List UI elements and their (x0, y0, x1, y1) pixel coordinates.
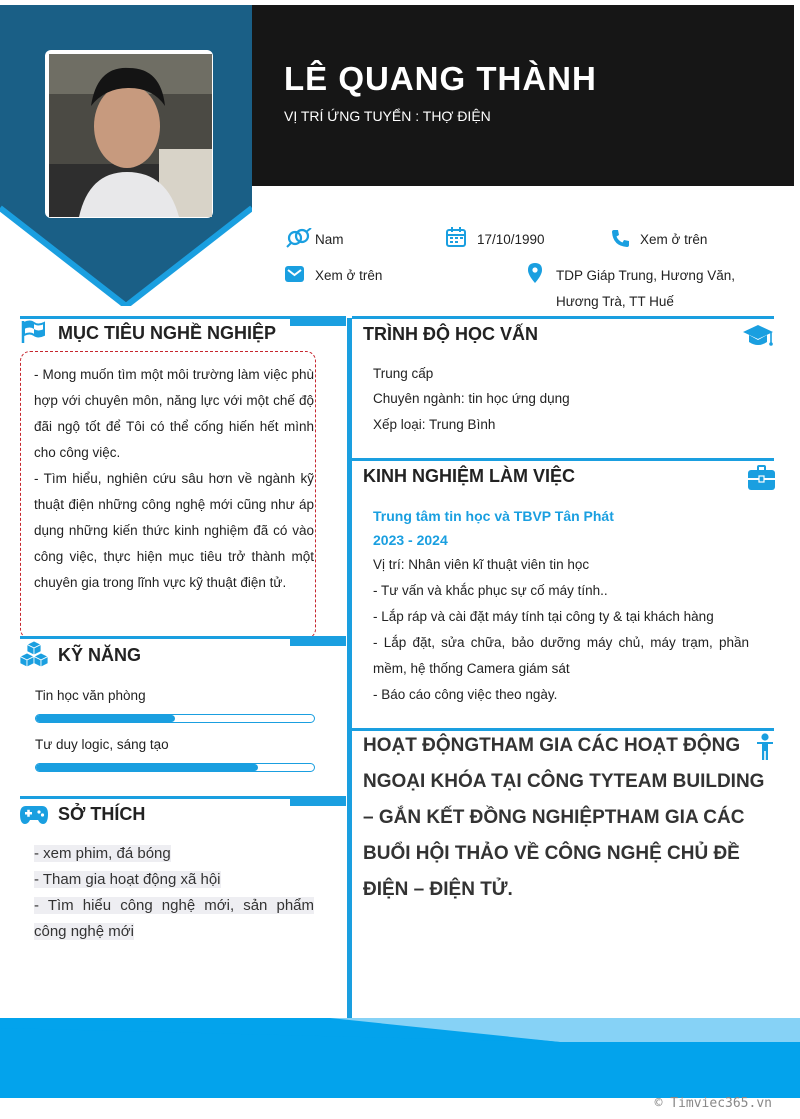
education-major: Chuyên ngành: tin học ứng dụng (373, 391, 570, 406)
hobby-item (34, 841, 314, 867)
hobby-text: - Tham gia hoạt động xã hội (34, 871, 221, 888)
hobbies-list (34, 841, 314, 945)
phone-icon (611, 228, 631, 248)
activity-line: – GẮN KẾT ĐỒNG NGHIỆPTHAM GIA CÁC (363, 807, 745, 828)
hobby-text: - xem phim, đá bóng (34, 845, 171, 862)
calendar-icon (446, 227, 466, 247)
experience-bar (352, 458, 774, 461)
objective-title: MỤC TIÊU NGHỀ NGHIỆP (58, 323, 277, 343)
activity-line: HOẠT ĐỘNGTHAM GIA CÁC HOẠT ĐỘNG (363, 735, 741, 756)
hobbies-bar-accent (290, 799, 346, 806)
education-title: TRÌNH ĐỘ HỌC VẤN (363, 324, 538, 344)
job-duty: - Lắp đặt, sửa chữa, bảo dưỡng máy chủ, máy trạm, phần (373, 635, 749, 650)
avatar (49, 54, 212, 217)
experience-title: KINH NGHIỆM LÀM VIỆC (363, 466, 576, 486)
flag-icon (20, 320, 46, 344)
objective-paragraph-1: - Mong muốn tìm một môi trường làm việc phù hợp với chuyên môn, năng lực với một chế độ đãi ngộ tốt để Tôi có thể cống hiến hết mình cho công việc. (34, 367, 314, 460)
candidate-name: LÊ QUANG THÀNH (284, 60, 597, 97)
cubes-icon (20, 641, 48, 667)
column-divider (347, 318, 352, 1028)
job-duty: - Lắp ráp và cài đặt máy tính tại công ty & tại khách hàng (373, 609, 714, 624)
gender-icon (286, 228, 312, 248)
skills-bar-accent (290, 639, 346, 646)
email-icon (285, 264, 305, 284)
email-value: Xem ở trên (315, 268, 383, 283)
skill-bar (35, 763, 315, 772)
job-role: Vị trí: Nhân viên kĩ thuật viên tin học (373, 557, 590, 572)
job-duty: mềm, hệ thống Camera giám sát (373, 661, 570, 676)
activities-text (363, 728, 773, 908)
birthday-value: 17/10/1990 (477, 232, 545, 247)
location-pin-icon (525, 263, 545, 283)
hobbies-title: SỞ THÍCH (58, 804, 146, 824)
objective-text (34, 362, 314, 596)
job-duty: - Báo cáo công việc theo ngày. (373, 687, 558, 702)
applied-position: VỊ TRÍ ỨNG TUYỂN : THỢ ĐIỆN (284, 108, 491, 124)
skill-bar-fill (36, 715, 175, 722)
activity-line: BUỔI HỘI THẢO VỀ CÔNG NGHỆ CHỦ ĐỀ (363, 843, 740, 864)
address-line-1: TDP Giáp Trung, Hương Văn, (556, 268, 735, 283)
job-company: Trung tâm tin học và TBVP Tân Phát (373, 508, 614, 524)
objective-paragraph-2: - Tìm hiểu, nghiên cứu sâu hơn về ngành kỹ thuật điện những công nghệ mới cũng như áp dụng những kiến thức kinh nghiệm đã có vào công việc, thực hiện mục tiêu trở thành một chuyên gia trong lĩnh vực kỹ thuật điện tử. (34, 471, 314, 590)
activity-line: ĐIỆN – ĐIỆN TỬ. (363, 879, 513, 900)
education-bar (352, 316, 774, 319)
gamepad-icon (20, 804, 48, 826)
footer-credit: © Timviec365.vn (654, 1096, 772, 1111)
job-duty: - Tư vấn và khắc phục sự cố máy tính.. (373, 583, 608, 598)
job-duties (373, 578, 749, 708)
graduation-cap-icon (742, 323, 774, 349)
skill-bar-fill (36, 764, 258, 771)
hobby-item (34, 919, 314, 945)
briefcase-icon (748, 465, 775, 490)
hobby-item (34, 893, 314, 919)
phone-value: Xem ở trên (640, 232, 708, 247)
activity-line: NGOẠI KHÓA TẠI CÔNG TYTEAM BUILDING (363, 771, 765, 792)
footer-wave (0, 1018, 800, 1098)
hobby-text: công nghệ mới (34, 923, 134, 940)
objective-bar-accent (290, 319, 346, 326)
education-grade: Xếp loại: Trung Bình (373, 417, 496, 432)
job-period: 2023 - 2024 (373, 532, 448, 548)
hobby-item (34, 867, 314, 893)
skill-bar (35, 714, 315, 723)
gender-value: Nam (315, 232, 344, 247)
skill-label: Tư duy logic, sáng tạo (35, 737, 169, 752)
hobby-text: - Tìm hiểu công nghệ mới, sản phẩm (34, 897, 314, 914)
skill-label: Tin học văn phòng (35, 688, 146, 703)
address-line-2: Hương Trà, TT Huế (556, 294, 674, 309)
skills-title: KỸ NĂNG (58, 645, 142, 665)
education-level: Trung cấp (373, 366, 434, 381)
